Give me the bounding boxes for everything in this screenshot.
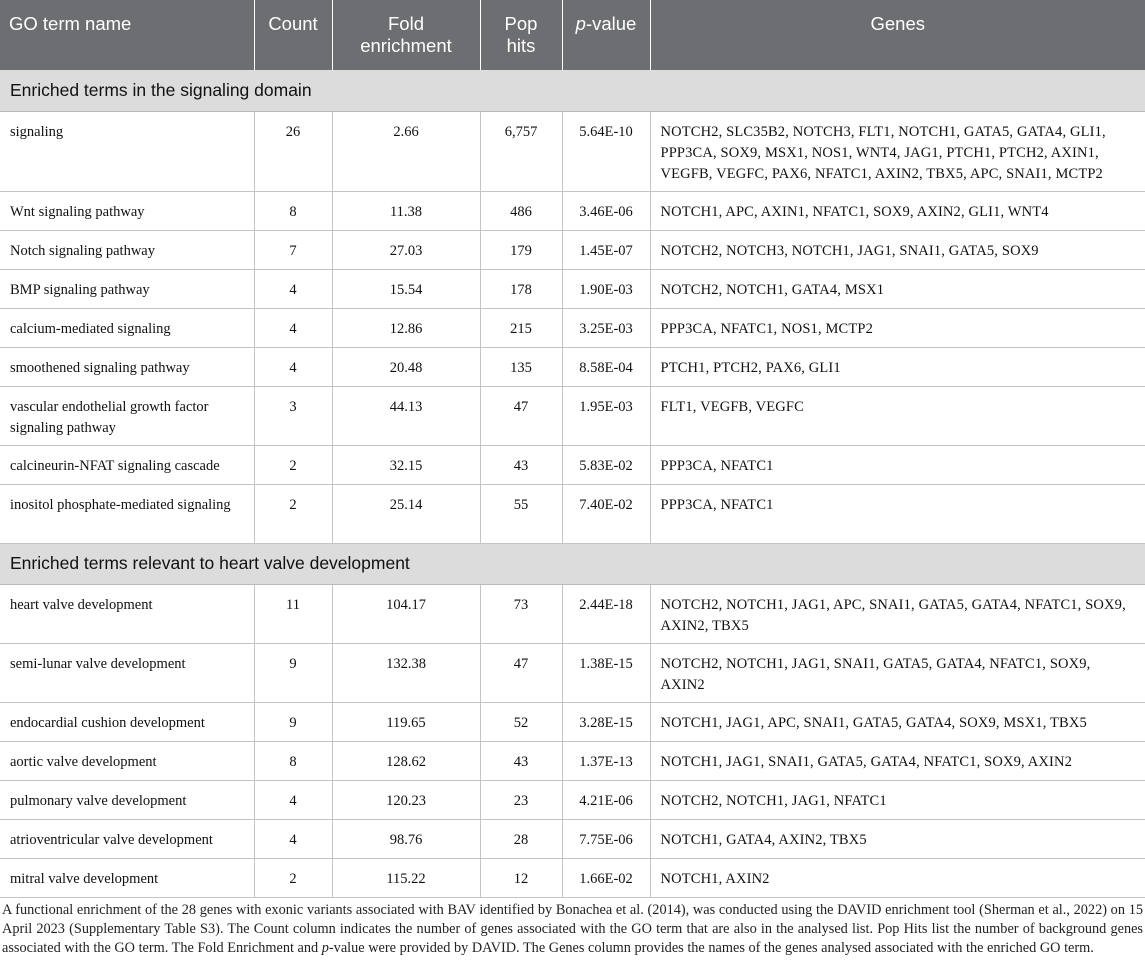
cell-term: signaling (0, 111, 254, 191)
cell-genes: NOTCH1, JAG1, APC, SNAI1, GATA5, GATA4, SOX9, MSX1, TBX5 (650, 702, 1145, 741)
cell-fold: 15.54 (332, 269, 480, 308)
cell-genes: PPP3CA, NFATC1 (650, 445, 1145, 484)
cell-genes: NOTCH2, NOTCH1, JAG1, APC, SNAI1, GATA5, GATA4, NFATC1, SOX9, AXIN2, TBX5 (650, 584, 1145, 643)
cell-pvalue: 7.75E-06 (562, 819, 650, 858)
cell-fold: 104.17 (332, 584, 480, 643)
cell-fold: 27.03 (332, 230, 480, 269)
table-footnote: A functional enrichment of the 28 genes with exonic variants associated with BAV identified by Bonachea et al. (2014), was conducted using the DAVID enrichment tool (Sherman et al., 2022) on 15 April 2023 (Supplementary Table S3). The Count column indicates the number of genes associated with the GO term that are also in the analysed list. Pop Hits list the number of background genes associated with the GO term. The Fold Enrichment and p-value were provided by DAVID. The Genes column provides the names of the genes analysed associated with the enriched GO term. (2, 901, 1143, 956)
table-row (0, 643, 1145, 702)
cell-fold: 132.38 (332, 643, 480, 702)
cell-count: 2 (254, 484, 332, 543)
cell-fold: 11.38 (332, 191, 480, 230)
cell-fold: 20.48 (332, 347, 480, 386)
cell-pop: 47 (480, 386, 562, 445)
cell-count: 8 (254, 741, 332, 780)
cell-term: pulmonary valve development (0, 780, 254, 819)
cell-genes: NOTCH2, NOTCH3, NOTCH1, JAG1, SNAI1, GATA5, SOX9 (650, 230, 1145, 269)
cell-pvalue: 1.95E-03 (562, 386, 650, 445)
cell-term: calcium-mediated signaling (0, 308, 254, 347)
cell-fold: 2.66 (332, 111, 480, 191)
cell-pvalue: 5.64E-10 (562, 111, 650, 191)
cell-pvalue: 1.38E-15 (562, 643, 650, 702)
cell-fold: 98.76 (332, 819, 480, 858)
cell-term: aortic valve development (0, 741, 254, 780)
cell-pvalue: 3.46E-06 (562, 191, 650, 230)
cell-pvalue: 3.25E-03 (562, 308, 650, 347)
section-title: Enriched terms in the signaling domain (0, 70, 1145, 111)
cell-pop: 6,757 (480, 111, 562, 191)
table-row (0, 347, 1145, 386)
cell-genes: PPP3CA, NFATC1, NOS1, MCTP2 (650, 308, 1145, 347)
cell-fold: 25.14 (332, 484, 480, 543)
cell-count: 26 (254, 111, 332, 191)
header-fold: Fold enrichment (332, 0, 480, 70)
table-row (0, 111, 1145, 191)
cell-term: BMP signaling pathway (0, 269, 254, 308)
cell-count: 4 (254, 308, 332, 347)
cell-pvalue: 7.40E-02 (562, 484, 650, 543)
cell-term: vascular endothelial growth factor signaling pathway (0, 386, 254, 445)
cell-genes: PPP3CA, NFATC1 (650, 484, 1145, 543)
cell-pop: 486 (480, 191, 562, 230)
cell-pvalue: 1.66E-02 (562, 858, 650, 897)
table-row (0, 584, 1145, 643)
cell-genes: NOTCH2, SLC35B2, NOTCH3, FLT1, NOTCH1, GATA5, GATA4, GLI1, PPP3CA, SOX9, MSX1, NOS1, WNT4, JAG1, PTCH1, PTCH2, AXIN1, VEGFB, VEGFC, PAX6, NFATC1, AXIN2, TBX5, APC, SNAI1, MCTP2 (650, 111, 1145, 191)
cell-fold: 119.65 (332, 702, 480, 741)
cell-pvalue: 2.44E-18 (562, 584, 650, 643)
cell-count: 3 (254, 386, 332, 445)
cell-pvalue: 4.21E-06 (562, 780, 650, 819)
section-header-row (0, 543, 1145, 584)
cell-pop: 52 (480, 702, 562, 741)
cell-genes: NOTCH1, AXIN2 (650, 858, 1145, 897)
cell-genes: PTCH1, PTCH2, PAX6, GLI1 (650, 347, 1145, 386)
cell-count: 9 (254, 643, 332, 702)
cell-pop: 135 (480, 347, 562, 386)
header-pvalue: p-value (562, 0, 650, 70)
cell-term: Notch signaling pathway (0, 230, 254, 269)
table-row (0, 445, 1145, 484)
table-row (0, 230, 1145, 269)
cell-fold: 32.15 (332, 445, 480, 484)
table-row (0, 819, 1145, 858)
cell-count: 2 (254, 858, 332, 897)
header-count: Count (254, 0, 332, 70)
cell-term: heart valve development (0, 584, 254, 643)
table-row (0, 702, 1145, 741)
cell-term: endocardial cushion development (0, 702, 254, 741)
cell-count: 4 (254, 819, 332, 858)
header-pop: Pop hits (480, 0, 562, 70)
cell-count: 4 (254, 347, 332, 386)
cell-pvalue: 1.37E-13 (562, 741, 650, 780)
cell-count: 9 (254, 702, 332, 741)
cell-count: 11 (254, 584, 332, 643)
table-row (0, 780, 1145, 819)
cell-pvalue: 8.58E-04 (562, 347, 650, 386)
section-header-row (0, 70, 1145, 111)
cell-term: calcineurin-NFAT signaling cascade (0, 445, 254, 484)
header-row (0, 0, 1145, 70)
cell-pop: 28 (480, 819, 562, 858)
cell-pvalue: 3.28E-15 (562, 702, 650, 741)
table-row (0, 484, 1145, 543)
cell-fold: 44.13 (332, 386, 480, 445)
cell-pop: 23 (480, 780, 562, 819)
cell-genes: NOTCH1, APC, AXIN1, NFATC1, SOX9, AXIN2, GLI1, WNT4 (650, 191, 1145, 230)
table-row (0, 386, 1145, 445)
cell-genes: NOTCH2, NOTCH1, JAG1, SNAI1, GATA5, GATA4, NFATC1, SOX9, AXIN2 (650, 643, 1145, 702)
cell-genes: FLT1, VEGFB, VEGFC (650, 386, 1145, 445)
cell-pop: 215 (480, 308, 562, 347)
cell-term: atrioventricular valve development (0, 819, 254, 858)
section-title: Enriched terms relevant to heart valve development (0, 543, 1145, 584)
header-genes: Genes (650, 0, 1145, 70)
cell-fold: 128.62 (332, 741, 480, 780)
cell-fold: 12.86 (332, 308, 480, 347)
table-row (0, 191, 1145, 230)
cell-pop: 73 (480, 584, 562, 643)
cell-count: 7 (254, 230, 332, 269)
cell-genes: NOTCH1, JAG1, SNAI1, GATA5, GATA4, NFATC1, SOX9, AXIN2 (650, 741, 1145, 780)
cell-count: 2 (254, 445, 332, 484)
cell-pop: 55 (480, 484, 562, 543)
cell-pop: 43 (480, 741, 562, 780)
cell-term: smoothened signaling pathway (0, 347, 254, 386)
cell-pop: 179 (480, 230, 562, 269)
table-row (0, 858, 1145, 897)
cell-genes: NOTCH1, GATA4, AXIN2, TBX5 (650, 819, 1145, 858)
cell-pop: 178 (480, 269, 562, 308)
cell-count: 4 (254, 780, 332, 819)
cell-count: 8 (254, 191, 332, 230)
cell-fold: 120.23 (332, 780, 480, 819)
header-term: GO term name (0, 0, 254, 70)
cell-genes: NOTCH2, NOTCH1, GATA4, MSX1 (650, 269, 1145, 308)
cell-pvalue: 1.90E-03 (562, 269, 650, 308)
cell-pop: 43 (480, 445, 562, 484)
table-row (0, 269, 1145, 308)
cell-term: Wnt signaling pathway (0, 191, 254, 230)
cell-pvalue: 5.83E-02 (562, 445, 650, 484)
cell-count: 4 (254, 269, 332, 308)
cell-pop: 47 (480, 643, 562, 702)
cell-pvalue: 1.45E-07 (562, 230, 650, 269)
cell-fold: 115.22 (332, 858, 480, 897)
cell-term: semi-lunar valve development (0, 643, 254, 702)
table-row (0, 741, 1145, 780)
cell-pop: 12 (480, 858, 562, 897)
cell-genes: NOTCH2, NOTCH1, JAG1, NFATC1 (650, 780, 1145, 819)
table-row (0, 308, 1145, 347)
cell-term: inositol phosphate-mediated signaling (0, 484, 254, 543)
cell-term: mitral valve development (0, 858, 254, 897)
